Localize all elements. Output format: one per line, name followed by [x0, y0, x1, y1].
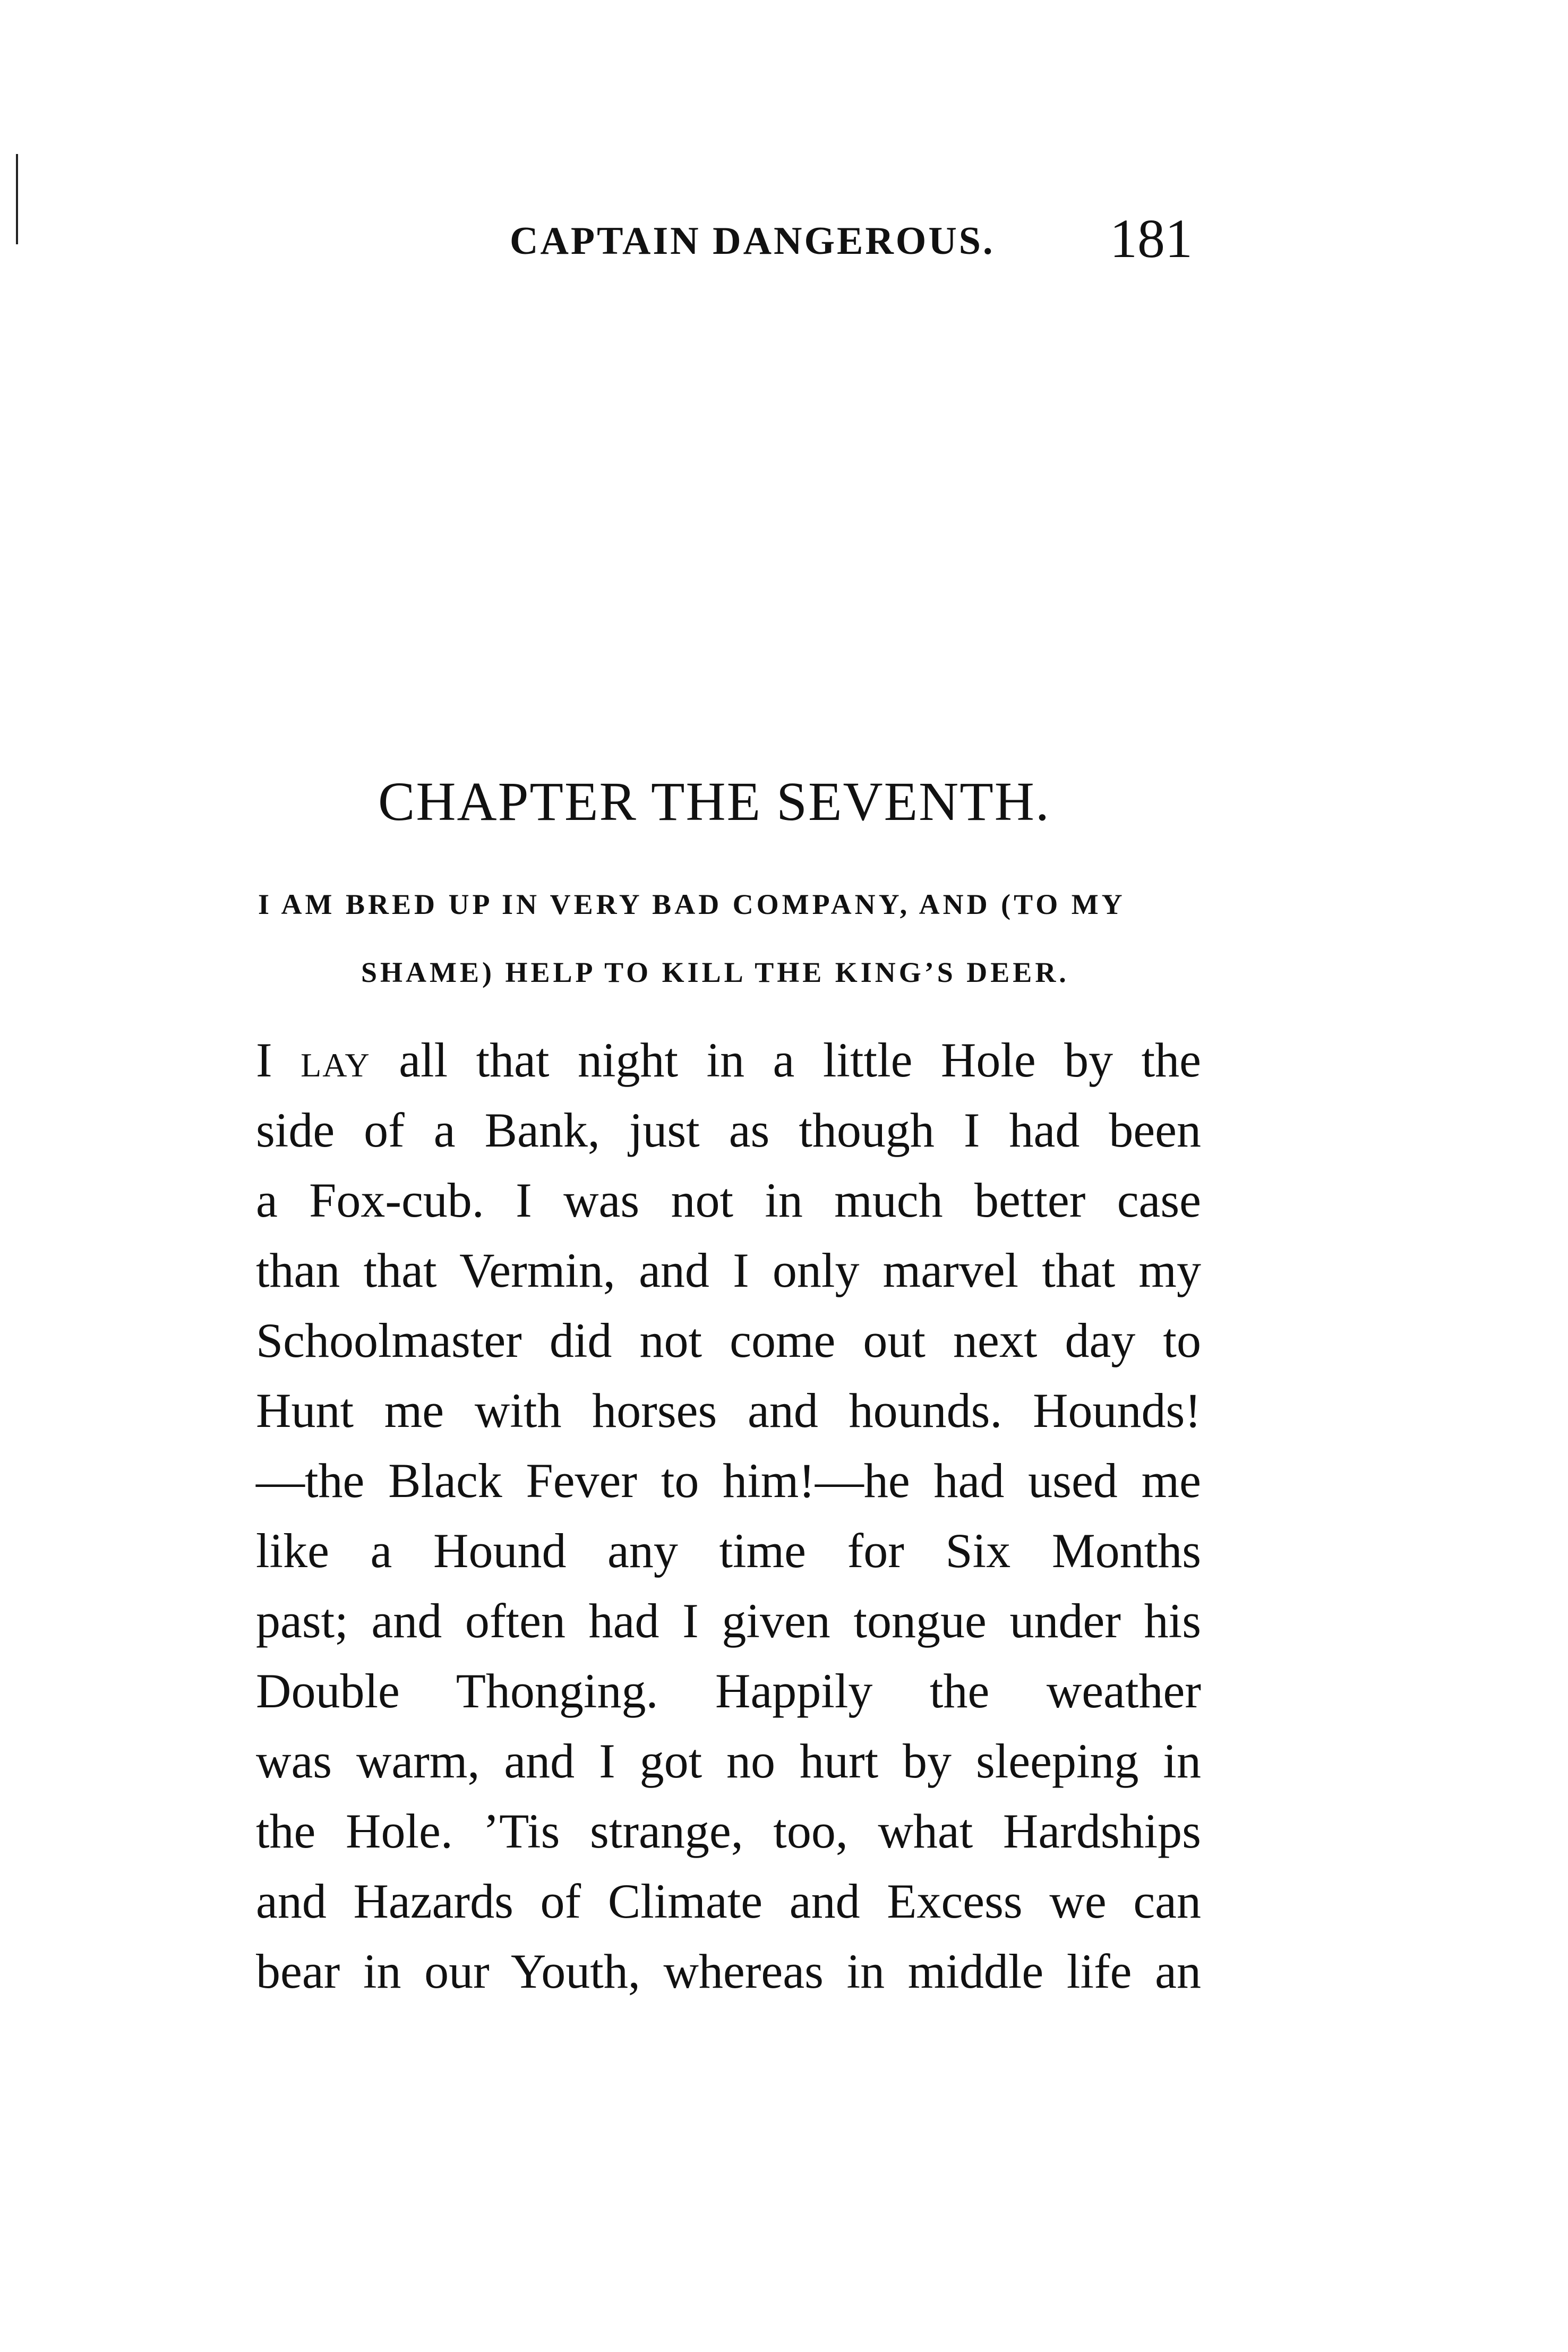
scan-mark	[16, 154, 18, 244]
body-line: bear in our Youth, whereas in middle life an	[256, 1944, 1201, 1998]
chapter-title: CHAPTER THE SEVENTH.	[378, 771, 1050, 832]
body-line: Double Thonging. Happily the weather	[256, 1664, 1201, 1718]
body-line: past; and often had I given tongue under his	[256, 1594, 1201, 1648]
chapter-subtitle-line-1: I AM BRED UP IN VERY BAD COMPANY, AND (TO MY	[258, 888, 1126, 920]
running-title: CAPTAIN DANGEROUS.	[510, 219, 995, 263]
first-word-small-caps: lay	[301, 1033, 371, 1087]
body-line: a Fox-cub. I was not in much better case	[256, 1173, 1201, 1227]
page-number: 181	[1110, 208, 1193, 269]
body-line: and Hazards of Climate and Excess we can	[256, 1874, 1201, 1928]
body-line: Hunt me with horses and hounds. Hounds!	[256, 1383, 1201, 1438]
body-line-text: all that night in a little Hole by the	[399, 1033, 1202, 1087]
body-text	[256, 1025, 1201, 2006]
chapter-subtitle-line-2: SHAME) HELP TO KILL THE KING’S DEER.	[361, 956, 1069, 988]
body-line: Schoolmaster did not come out next day to	[256, 1313, 1201, 1367]
body-line: the Hole. ’Tis strange, too, what Hardships	[256, 1804, 1201, 1858]
body-line: than that Vermin, and I only marvel that my	[256, 1243, 1201, 1297]
first-word: I	[256, 1033, 272, 1087]
body-line	[256, 1025, 1201, 1095]
body-line: —the Black Fever to him!—he had used me	[256, 1453, 1201, 1508]
body-line: was warm, and I got no hurt by sleeping in	[256, 1734, 1201, 1788]
body-line: side of a Bank, just as though I had been	[256, 1103, 1201, 1157]
body-line: like a Hound any time for Six Months	[256, 1524, 1201, 1578]
